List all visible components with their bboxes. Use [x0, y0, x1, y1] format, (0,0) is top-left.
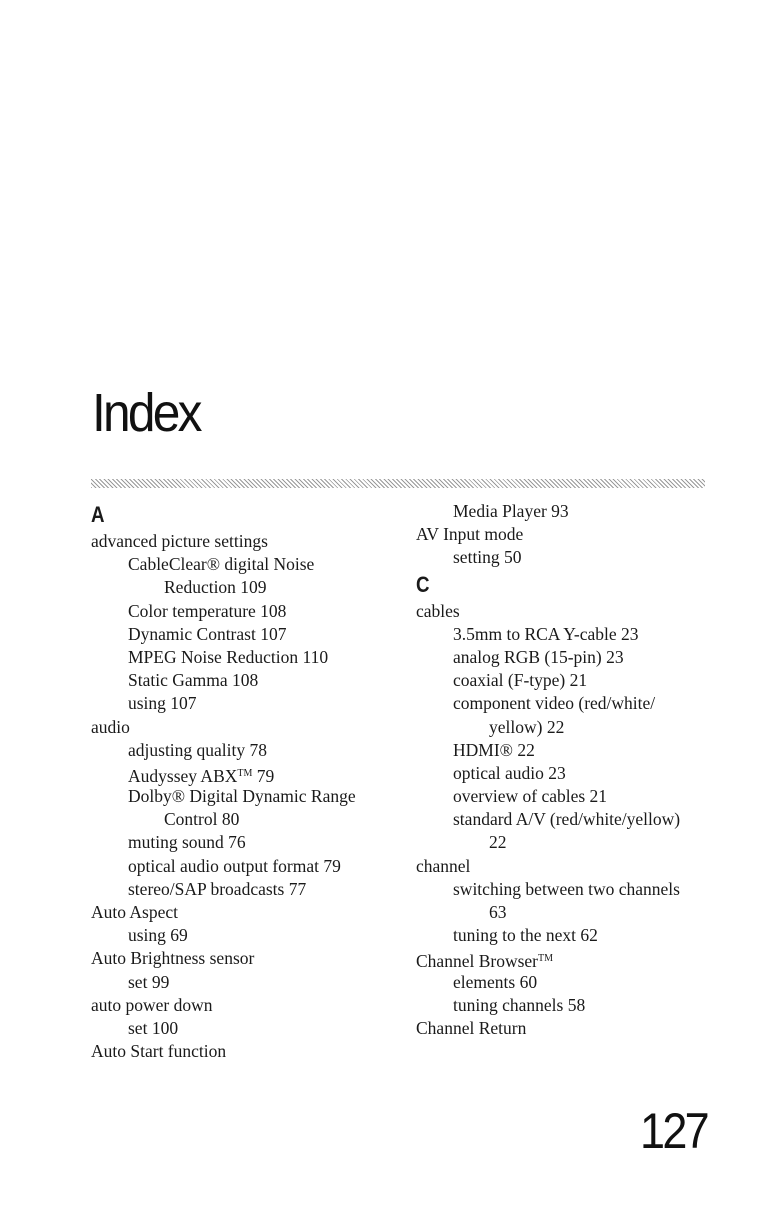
index-subentry: switching between two channels	[453, 878, 680, 899]
index-subentry: tuning channels 58	[453, 994, 586, 1015]
index-subentry: tuning to the next 62	[453, 925, 598, 946]
index-subentry: 22	[489, 832, 507, 853]
index-subentry: component video (red/white/	[453, 693, 656, 714]
index-subentry: setting 50	[453, 547, 522, 568]
index-entry: Auto Start function	[91, 1041, 227, 1062]
index-subentry: Static Gamma 108	[128, 670, 259, 691]
index-entry: audio	[91, 716, 130, 737]
index-subentry: CableClear® digital Noise	[128, 554, 315, 575]
index-subentry: 63	[489, 902, 507, 922]
index-subentry: HDMI® 22	[453, 739, 535, 760]
index-subentry: optical audio output format 79	[128, 855, 341, 876]
index-subentry: using 69	[128, 925, 188, 946]
trademark-mark: TM	[237, 767, 253, 779]
index-subentry: 3.5mm to RCA Y-cable 23	[453, 623, 639, 644]
index-subentry: Audyssey ABX™ 79	[128, 765, 275, 786]
index-subentry: muting sound 76	[128, 832, 246, 853]
index-subentry: standard A/V (red/white/yellow)	[453, 809, 681, 830]
page-title: Index	[92, 383, 200, 443]
index-entry: advanced picture settings	[91, 531, 268, 551]
index-subentry: Media Player 93	[453, 501, 569, 521]
index-subentry: Color temperature 108	[128, 600, 287, 621]
index-subentry: set 100	[128, 1017, 179, 1038]
index-subentry: analog RGB (15-pin) 23	[453, 646, 624, 667]
index-subentry: yellow) 22	[489, 716, 565, 737]
index-entry: AV Input mode	[416, 524, 524, 545]
trademark-mark: TM	[538, 953, 553, 965]
index-entry: auto power down	[91, 994, 213, 1015]
hatched-divider	[91, 479, 705, 488]
index-entry: Auto Brightness sensor	[91, 948, 255, 969]
index-subentry: coaxial (F-type) 21	[453, 670, 588, 691]
index-subentry: stereo/SAP broadcasts 77	[128, 878, 307, 899]
index-entry: Channel Return	[416, 1017, 527, 1038]
index-subentry: adjusting quality 78	[128, 739, 268, 760]
index-subentry: Dolby® Digital Dynamic Range	[128, 786, 356, 807]
index-entry: channel	[416, 855, 471, 876]
index-column-right	[416, 500, 716, 1040]
index-subentry: optical audio 23	[453, 762, 566, 783]
index-subentry: Reduction 109	[164, 577, 267, 598]
section-letter: C	[416, 571, 430, 597]
index-subentry: Dynamic Contrast 107	[128, 623, 287, 644]
index-subentry: elements 60	[453, 971, 538, 992]
index-column-left	[91, 500, 391, 1063]
index-subentry: using 107	[128, 693, 197, 714]
page-number: 127	[640, 1103, 707, 1159]
index-subentry: set 99	[128, 971, 170, 992]
index-entry: Channel Browser™	[416, 951, 553, 972]
index-entry: cables	[416, 600, 460, 621]
index-subentry: MPEG Noise Reduction 110	[128, 646, 329, 667]
index-subentry: overview of cables 21	[453, 786, 608, 807]
index-subentry: Control 80	[164, 809, 240, 830]
section-letter: A	[91, 502, 105, 527]
index-entry: Auto Aspect	[91, 902, 179, 922]
